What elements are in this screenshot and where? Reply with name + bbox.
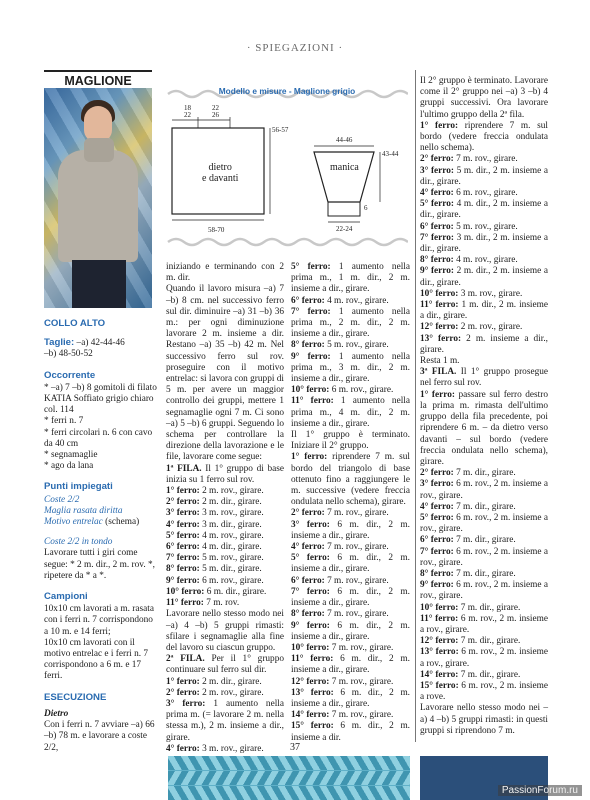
- instruction-line: [420, 636, 548, 647]
- step-text: Il 1° gruppo prosegue nel ferro sul rov.: [420, 367, 548, 389]
- step-label: 1° ferro:: [166, 486, 200, 497]
- instruction-line: [420, 300, 548, 322]
- step-text: 7 m. rov., girare.: [329, 676, 394, 687]
- punto-motivo: [44, 517, 159, 528]
- instruction-line: [291, 340, 410, 351]
- step-text: 3 m. dir., 2 m. insieme a dir., girare.: [420, 232, 548, 255]
- instruction-line: [420, 255, 548, 266]
- step-text: Lavorare nello stesso modo nei –a) 4 –b) 5 gruppi rimasti: in questi gruppi si riprendono 7 m.: [420, 703, 548, 736]
- page-number: 37: [290, 742, 300, 753]
- instruction-line: [291, 643, 410, 654]
- step-label: 6° ferro:: [166, 542, 200, 553]
- instruction-line: [291, 520, 410, 542]
- step-text: 5 m. rov., girare.: [453, 221, 518, 232]
- model-photo: [44, 88, 152, 308]
- step-label: 15° ferro:: [420, 680, 459, 691]
- pattern-title: MAGLIONE: [44, 70, 152, 106]
- label-sleeve-height: 43-44: [382, 150, 399, 158]
- instruction-line: [291, 262, 410, 296]
- step-label: 11° ferro:: [166, 598, 204, 609]
- step-label: 3° ferro:: [166, 698, 206, 709]
- step-label: 3° ferro:: [166, 508, 200, 519]
- step-text: riprendere 7 m. sul bordo del triangolo di base ottenuto fino a raggiungere le m. successive (vedere freccia ondulata nello schema), girare.: [291, 452, 411, 508]
- step-label: 7° ferro:: [166, 553, 200, 564]
- step-text: Per il 1° gruppo continuare sul ferro sul dir.: [166, 654, 285, 676]
- label-18: 18: [184, 104, 191, 112]
- step-text: 7 m. dir., girare.: [458, 602, 521, 613]
- step-label: 4° ferro:: [420, 501, 454, 512]
- step-text: 7 m. dir., girare.: [453, 501, 516, 512]
- step-label: 10° ferro:: [291, 385, 330, 396]
- instruction-line: [166, 688, 284, 699]
- step-label: 11° ferro:: [291, 396, 334, 407]
- instruction-line: [166, 284, 284, 463]
- step-text: 7 m. dir., girare.: [453, 468, 516, 479]
- instruction-line: [420, 535, 548, 546]
- instruction-line: [420, 289, 548, 300]
- dietro-text: Con i ferri n. 7 avviare –a) 66 –b) 78 m. e lavorare a coste 2/2,: [44, 720, 155, 753]
- step-label: 3ª FILA.: [420, 367, 457, 378]
- text-column-2: [166, 262, 284, 755]
- instruction-line: [291, 609, 410, 620]
- step-label: 7° ferro:: [291, 586, 330, 597]
- step-label: 3° ferro:: [420, 165, 454, 176]
- instruction-line: [291, 576, 410, 587]
- step-text: 7 m. rov.: [203, 598, 240, 609]
- text-column-4: [420, 76, 548, 737]
- diagram-title: Modello e misure - Maglione grigio: [218, 86, 356, 96]
- taglie-b: –b) 48-50-52: [44, 349, 93, 360]
- step-label: 9° ferro:: [291, 351, 331, 362]
- instruction-line: [291, 710, 410, 721]
- step-label: 7° ferro:: [420, 232, 454, 243]
- step-label: 12° ferro:: [420, 636, 459, 647]
- measurement-diagram: [166, 80, 408, 252]
- step-text: 4 m. rov., girare.: [453, 255, 518, 266]
- instruction-line: [166, 542, 284, 553]
- step-text: 4 m. dir., girare.: [199, 542, 262, 553]
- step-label: 9° ferro:: [291, 620, 330, 631]
- step-label: 4° ferro:: [166, 519, 200, 530]
- punto-rasata: Maglia rasata diritta: [44, 505, 123, 516]
- instruction-line: [166, 699, 284, 744]
- step-label: 8° ferro:: [166, 564, 200, 575]
- step-text: Quando il lavoro misura –a) 7 –b) 8 cm. nel successivo ferro sul dir. diminuire –a) 31 –b) 36 m.: per ogni diminuzione lavorare 2 m. insieme a dir. Restano –a) 35 –b) 42 m. Nel successivo ferro sul rov. proseguire con il motivo entrelac: si lavora con gruppi di 5 m. per avere un maggior controllo dei gruppi, mettere 1 segnamaglie ogni 7 m. Ci sono –a) 5 –b) 6 gruppi. Seguendo lo schema per controllare la direzione della lavorazione e le file, lavorare come segue:: [166, 284, 284, 463]
- step-text: 1 aumento nella prima m., 2 m. dir., 2 m. insieme a dir., girare.: [291, 306, 411, 340]
- label-26: 26: [212, 111, 219, 119]
- step-text: 6 m. dir., 2 m. insieme a dir., girare.: [291, 553, 410, 575]
- taglie-label: Taglie:: [44, 337, 75, 349]
- occorrente-item: * –a) 7 –b) 8 gomitoli di filato KATIA Soffiato grigio chiaro col. 114: [44, 382, 157, 416]
- step-label: 14° ferro:: [420, 669, 459, 680]
- step-text: 1 m. dir., 2 m. insieme a dir., girare.: [420, 300, 548, 322]
- step-label: 8° ferro:: [420, 255, 454, 266]
- instruction-line: [291, 508, 410, 519]
- step-label: 2° ferro:: [291, 508, 325, 519]
- step-text: 4 m. dir., 2 m. insieme a dir., girare.: [420, 199, 548, 221]
- instruction-line: [291, 688, 410, 710]
- instruction-line: [166, 654, 284, 676]
- instruction-line: [166, 609, 284, 654]
- instruction-line: [420, 334, 548, 356]
- instruction-line: [420, 233, 548, 255]
- step-label: 7° ferro:: [420, 546, 454, 557]
- step-label: 2° ferro:: [420, 468, 454, 479]
- occorrente-item: * ferri n. 7: [44, 416, 84, 427]
- instruction-line: [420, 199, 548, 221]
- occorrente-item: * segnamaglie: [44, 450, 98, 461]
- instruction-line: [166, 677, 284, 688]
- step-text: 6 m. dir., 2 m. insieme a dir., girare.: [291, 687, 410, 709]
- step-label: 9° ferro:: [420, 266, 454, 277]
- instruction-line: [420, 222, 548, 233]
- step-text: Il 2° gruppo è terminato. Lavorare come il 2° gruppo nei –a) 3 –b) 4 gruppi successivi. Ora lavorare l'ultimo gruppo della 2ª fila.: [420, 76, 548, 120]
- dietro-heading: Dietro: [44, 708, 69, 719]
- step-text: iniziando e terminando con 2 m. dir.: [166, 262, 284, 284]
- step-label: 13° ferro:: [291, 687, 334, 698]
- knit-row: [168, 756, 410, 770]
- step-label: 7° ferro:: [291, 306, 331, 317]
- instruction-line: [291, 677, 410, 688]
- instruction-line: [291, 587, 410, 609]
- step-text: 3 m. rov., girare.: [199, 508, 264, 519]
- step-text: 7 m. rov., girare.: [324, 542, 389, 553]
- step-text: 7 m. rov., girare.: [453, 154, 518, 165]
- instruction-line: [420, 513, 548, 535]
- step-text: passare sul ferro destro la prima m. rimasta dell'ultimo gruppo della fila precedente, poi riprendere 6 m. – da dietro verso davanti – sul bordo (vedere freccia ondulata nello schema), girare.: [420, 389, 548, 467]
- instruction-line: [420, 479, 548, 501]
- instruction-line: [291, 621, 410, 643]
- step-text: 5 m. dir., 2 m. insieme a dir., girare.: [420, 165, 548, 187]
- instruction-line: [420, 580, 548, 602]
- instruction-line: [420, 647, 548, 669]
- step-text: Resta 1 m.: [420, 356, 460, 367]
- instruction-line: [166, 553, 284, 564]
- instruction-line: [166, 486, 284, 497]
- occorrente-item: * ago da lana: [44, 461, 94, 472]
- instruction-line: [291, 296, 410, 307]
- step-label: 15° ferro:: [291, 721, 334, 732]
- step-label: 9° ferro:: [420, 580, 454, 591]
- instruction-line: [166, 531, 284, 542]
- left-column: [44, 318, 159, 754]
- instruction-line: [291, 654, 410, 676]
- step-text: 6 m. dir., 2 m. insieme a dir., girare.: [291, 620, 410, 642]
- step-text: 6 m. rov., 2 m. insieme a rov., girare.: [420, 512, 548, 535]
- step-text: 2 m. dir., girare.: [199, 497, 262, 508]
- panel-label-1: dietro: [208, 162, 232, 173]
- step-text: 6 m. rov., 2 m. insieme a rov., girare.: [420, 647, 548, 669]
- turtle-neck: [84, 138, 114, 162]
- step-text: 6 m. rov., 2 m. insieme a rov., girare.: [420, 613, 548, 635]
- step-text: 6 m. rov., girare.: [453, 188, 518, 199]
- step-text: 2 m. dir., 2 m. insieme a dir., girare.: [420, 266, 548, 288]
- step-label: 11° ferro:: [420, 300, 459, 311]
- grey-sweater: [58, 150, 138, 262]
- step-label: 6° ferro:: [420, 221, 454, 232]
- punti-heading: Punti impiegati: [44, 481, 113, 493]
- step-label: 11° ferro:: [420, 613, 459, 624]
- wavy-line-bottom: [168, 239, 408, 245]
- instruction-line: [420, 154, 548, 165]
- step-label: 6° ferro:: [291, 575, 325, 586]
- instruction-line: [166, 464, 284, 486]
- instruction-line: [420, 188, 548, 199]
- step-label: 1ª FILA.: [166, 463, 202, 474]
- step-label: 1° ferro:: [420, 120, 459, 131]
- occorrente-item: * ferri circolari n. 6 con cavo da 40 cm: [44, 427, 153, 449]
- instruction-line: [420, 121, 548, 155]
- instruction-line: [291, 396, 410, 430]
- step-text: 1 aumento nella prima m., 3 m. dir., 2 m. insieme a dir., girare.: [291, 351, 411, 385]
- step-text: 1 aumento nella prima m., 4 m. dir., 2 m. insieme a dir., girare.: [291, 396, 410, 429]
- instruction-line: [420, 681, 548, 703]
- step-text: 2 m. rov., girare.: [458, 322, 523, 333]
- step-text: 5 m. dir., girare.: [199, 564, 262, 575]
- sleeve-cuff: [328, 202, 360, 216]
- step-text: 3 m. rov., girare.: [199, 743, 264, 754]
- step-label: 10° ferro:: [166, 586, 205, 597]
- motivo-suffix: (schema): [102, 517, 140, 528]
- step-text: 5 m. rov., girare.: [199, 553, 264, 564]
- label-sleeve-bottom: 22-24: [336, 225, 353, 233]
- instruction-line: [420, 166, 548, 188]
- step-text: 7 m. rov., girare.: [324, 609, 389, 620]
- instruction-line: [420, 76, 548, 121]
- step-text: 5 m. rov., girare.: [324, 340, 389, 351]
- step-label: 3° ferro:: [291, 519, 330, 530]
- step-label: 13° ferro:: [420, 647, 459, 658]
- occorrente-list: [44, 383, 159, 473]
- step-label: 5° ferro:: [420, 199, 454, 210]
- instruction-line: [291, 542, 410, 553]
- instruction-line: [420, 603, 548, 614]
- step-text: 2 m. dir., girare.: [199, 676, 262, 687]
- step-text: 7 m. rov., girare.: [324, 575, 389, 586]
- watermark: PassionForum.ru: [498, 785, 582, 796]
- step-text: 2 m. insieme a dir., girare.: [420, 333, 548, 355]
- instruction-line: [291, 452, 410, 508]
- step-label: 5° ferro:: [166, 530, 200, 541]
- step-label: 2° ferro:: [166, 497, 200, 508]
- step-text: 1 aumento nella prima m. (= lavorare 2 m. nella stessa m.), 2 m. insieme a dir., girare.: [166, 698, 285, 743]
- instruction-line: [291, 307, 410, 341]
- step-label: 1° ferro:: [420, 389, 455, 400]
- instruction-line: [420, 703, 548, 737]
- occorrente-heading: Occorrente: [44, 369, 96, 381]
- step-text: 7 m. dir., girare.: [458, 636, 521, 647]
- step-label: 2° ferro:: [166, 687, 200, 698]
- step-label: 9° ferro:: [166, 575, 200, 586]
- head: [84, 106, 112, 142]
- knit-texture-photo: [168, 756, 410, 800]
- step-label: 6° ferro:: [420, 535, 454, 546]
- label-cuff: 6: [364, 204, 368, 212]
- step-label: 4° ferro:: [166, 743, 200, 754]
- step-text: riprendere 7 m. sul bordo (vedere freccia ondulata nello schema).: [420, 120, 549, 154]
- step-label: 1° ferro:: [291, 452, 328, 463]
- esecuzione-heading: ESECUZIONE: [44, 691, 107, 703]
- step-label: 10° ferro:: [420, 602, 459, 613]
- instruction-line: [420, 390, 548, 468]
- instruction-line: [166, 520, 284, 531]
- instruction-line: [291, 721, 410, 743]
- coste-tondo-text: Lavorare tutti i giri come segue: * 2 m. dir., 2 m. rov. *, ripetere da * a *.: [44, 548, 155, 581]
- instruction-line: [166, 598, 284, 609]
- taglie: [44, 337, 159, 349]
- instruction-line: [420, 670, 548, 681]
- step-text: 2 m. rov., girare.: [199, 687, 264, 698]
- label-sleeve-top: 44-46: [336, 136, 353, 144]
- instruction-line: [166, 262, 284, 284]
- step-text: 6 m. dir., 2 m. insieme a dir., girare.: [291, 586, 410, 609]
- step-text: 1 aumento nella prima m., 1 m. dir., 2 m. insieme a dir., girare.: [291, 262, 411, 295]
- step-text: 7 m. dir., girare.: [458, 669, 521, 680]
- campioni-1: 10x10 cm lavorati a m. rasata con i ferri n. 7 corrispondono a 10 m. e 14 ferri;: [44, 604, 154, 637]
- instruction-line: [291, 385, 410, 396]
- text-column-3: [291, 262, 410, 744]
- step-text: 6 m. rov., 2 m. insieme a rov., girare.: [420, 479, 548, 501]
- label-22a: 22: [184, 111, 191, 119]
- instruction-line: [291, 553, 410, 575]
- step-label: 13° ferro:: [420, 333, 462, 344]
- section-header: · SPIEGAZIONI ·: [246, 42, 344, 54]
- step-label: 12° ferro:: [420, 322, 459, 333]
- step-label: 8° ferro:: [420, 568, 454, 579]
- punto-coste: Coste 2/2: [44, 494, 80, 505]
- instruction-line: [420, 266, 548, 288]
- instruction-line: [166, 564, 284, 575]
- instruction-line: [420, 356, 548, 367]
- taglie-a: –a) 42-44-46: [74, 338, 125, 349]
- dark-trousers: [72, 260, 126, 308]
- step-label: 10° ferro:: [420, 288, 459, 299]
- step-label: 2ª FILA.: [166, 654, 205, 665]
- instruction-line: [420, 547, 548, 569]
- step-text: Lavorare nello stesso modo nei –a) 4 –b) 5 gruppi rimasti: sfilare i segnamaglie alla fine del lavoro su ciascun gruppo.: [166, 609, 284, 653]
- step-text: 6 m. rov., 2 m. insieme a rov., girare.: [420, 580, 548, 602]
- step-label: 6° ferro:: [291, 295, 325, 306]
- step-text: 4 m. rov., girare.: [324, 295, 389, 306]
- step-text: Il 1° gruppo è terminato. Iniziare il 2° gruppo.: [291, 430, 410, 452]
- sleeve-shape: [314, 152, 374, 202]
- instruction-line: [166, 587, 284, 598]
- step-label: 4° ferro:: [420, 188, 454, 199]
- step-text: 7 m. rov., girare.: [324, 508, 389, 519]
- instruction-line: [420, 614, 548, 636]
- step-label: 14° ferro:: [291, 710, 330, 721]
- step-text: 6 m. dir., girare.: [204, 586, 267, 597]
- step-text: 6 m. dir., 2 m. insieme a dir., girare.: [291, 654, 410, 676]
- step-label: 5° ferro:: [291, 553, 330, 564]
- label-width: 58-70: [208, 226, 225, 234]
- step-text: 6 m. rov., 2 m. insieme a rov., girare.: [420, 546, 548, 568]
- step-label: 12° ferro:: [291, 676, 330, 687]
- step-text: 6 m. dir., 2 m. insieme a dir., girare.: [291, 519, 410, 541]
- instruction-line: [166, 576, 284, 587]
- step-text: 6 m. rov., girare.: [199, 575, 264, 586]
- instruction-line: [420, 468, 548, 479]
- step-text: 7 m. rov., girare.: [329, 642, 394, 653]
- instruction-line: [166, 508, 284, 519]
- sleeve-label: manica: [330, 162, 359, 173]
- label-height: 56-57: [272, 126, 289, 134]
- campioni-heading: Campioni: [44, 591, 88, 603]
- panel-label-2: e davanti: [202, 173, 239, 184]
- instruction-line: [420, 502, 548, 513]
- knit-row: [168, 786, 410, 800]
- step-text: 7 m. rov., girare.: [329, 710, 394, 721]
- step-text: 7 m. dir., girare.: [453, 535, 516, 546]
- instruction-line: [291, 352, 410, 386]
- step-text: 3 m. rov., girare.: [458, 288, 523, 299]
- step-text: 6 m. rov., 2 m. insieme a rove.: [420, 680, 548, 703]
- step-text: Il 1° gruppo di base inizia su 1 ferro sul rov.: [166, 463, 284, 485]
- panel-label: [202, 162, 238, 184]
- step-label: 2° ferro:: [420, 154, 454, 165]
- knit-row: [168, 771, 410, 785]
- instruction-line: [420, 322, 548, 333]
- instruction-line: [291, 430, 410, 452]
- step-text: 7 m. dir., girare.: [453, 568, 516, 579]
- instruction-line: [420, 367, 548, 389]
- step-text: 2 m. rov., girare.: [199, 486, 264, 497]
- step-label: 3° ferro:: [420, 479, 454, 490]
- step-label: 5° ferro:: [420, 512, 454, 523]
- coste-tondo-heading: Coste 2/2 in tondo: [44, 537, 113, 548]
- collo-heading: COLLO ALTO: [44, 318, 106, 329]
- instruction-line: [420, 569, 548, 580]
- step-text: 4 m. rov., girare.: [199, 530, 264, 541]
- instruction-line: [166, 497, 284, 508]
- step-label: 10° ferro:: [291, 642, 330, 653]
- step-text: 6 m. rov., girare.: [329, 385, 394, 396]
- step-label: 11° ferro:: [291, 654, 334, 665]
- step-label: 8° ferro:: [291, 340, 325, 351]
- step-label: 4° ferro:: [291, 542, 325, 553]
- motivo-label: Motivo entrelac: [44, 517, 103, 528]
- step-label: 1° ferro:: [166, 676, 200, 687]
- campioni-2: 10x10 cm lavorati con il motivo entrelac e i ferri n. 7 corrispondono a 6 m. e 17 ferri.: [44, 637, 149, 682]
- step-label: 8° ferro:: [291, 609, 325, 620]
- label-22b: 22: [212, 104, 219, 112]
- step-label: 5° ferro:: [291, 262, 331, 272]
- step-text: 3 m. dir., girare.: [199, 519, 262, 530]
- column-divider: [415, 70, 416, 742]
- step-text: 6 m. dir., 2 m. insieme a dir.: [291, 721, 410, 743]
